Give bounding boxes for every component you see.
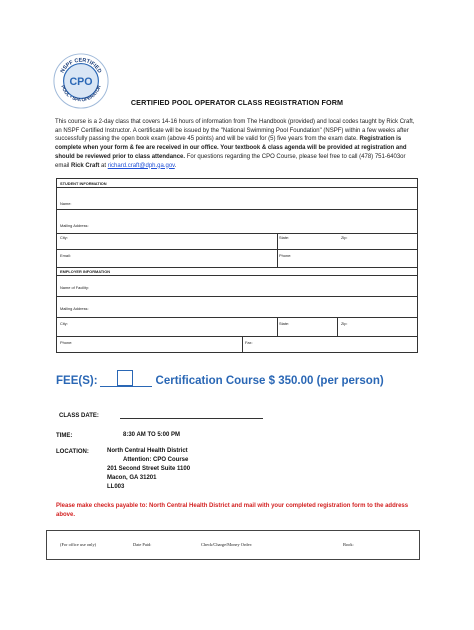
intro-bold-text: Registration is complete when your form & fee are received in our office. Your textbook & class agenda will be provided at registration and should be reviewed prior to class attendance.: [55, 136, 407, 160]
payment-method-field[interactable]: Check/Charge/Money Order:: [201, 542, 253, 547]
payment-note: Please make checks payable to: North Central Health District and mail with your completed registration form to the address above.: [56, 503, 409, 518]
book-field[interactable]: Book:: [343, 542, 354, 547]
employer-city-field[interactable]: City:: [60, 321, 68, 326]
employer-info-header: EMPLOYER INFORMATION: [60, 269, 111, 274]
student-info-header: STUDENT INFORMATION: [60, 181, 107, 186]
location-label: LOCATION:: [56, 449, 89, 455]
registration-table: [56, 178, 418, 353]
name-field[interactable]: Name:: [60, 201, 72, 206]
date-paid-field[interactable]: Date Paid:: [133, 542, 152, 547]
location-line-3: 201 Second Street Suite 1100: [107, 466, 191, 472]
office-use-label: (For office use only): [60, 542, 97, 547]
fees-blank: [100, 374, 152, 387]
form-title: CERTIFIED POOL OPERATOR CLASS REGISTRATION FORM: [130, 98, 344, 107]
time-label: TIME:: [56, 433, 73, 439]
employer-state-field[interactable]: State:: [279, 321, 290, 326]
location-line-2: Attention: CPO Course: [123, 457, 189, 463]
logo-top-text: NSPF CERTIFIED: [59, 57, 103, 75]
contact-email-link[interactable]: richard.craft@dph.ga.gov: [107, 162, 175, 169]
zip-field[interactable]: Zip:: [341, 235, 348, 240]
class-date-field[interactable]: [120, 418, 263, 419]
fees-row: [56, 374, 384, 387]
employer-phone-field[interactable]: Phone:: [60, 340, 73, 345]
location-line-1: North Central Health District: [107, 448, 188, 454]
facility-name-field[interactable]: Name of Facility:: [60, 285, 89, 290]
intro-text-1: This course is a 2-day class that covers 14-16 hours of information from The Handbook (provided) and local codes taught by Rick Craft, an NSPF Certified Instructor. A certificate will be issued by the "National Swimming Pool Foundation" (NSPF) within a few weeks after successfully passing the open book exam (above 45 points) and will be valid for (5) five years from the exam date.: [55, 119, 415, 143]
employer-mailing-address-field[interactable]: Mailing Address:: [60, 306, 89, 311]
mailing-address-field[interactable]: Mailing Address:: [60, 223, 89, 228]
logo-center-text: CPO: [69, 75, 93, 88]
contact-name: Rick Craft: [71, 162, 100, 169]
intro-paragraph: [55, 118, 421, 170]
location-line-4: Macon, GA 31201: [107, 475, 157, 481]
intro-text-2: For questions regarding the CPO Course, please feel free to call (478) 751-6403or email: [55, 153, 406, 169]
fees-course: Certification Course $ 350.00 (per person): [155, 374, 384, 387]
fee-checkbox[interactable]: [117, 370, 133, 386]
location-line-5: LL003: [107, 484, 125, 490]
employer-zip-field[interactable]: Zip:: [341, 321, 348, 326]
employer-fax-field[interactable]: Fax:: [245, 340, 253, 345]
intro-at: at: [101, 162, 107, 169]
logo-bottom-text: POOL • SPA OPERATOR: [60, 84, 102, 103]
email-field[interactable]: Email:: [60, 253, 71, 258]
fees-label: FEE(S):: [56, 374, 98, 387]
class-date-label: CLASS DATE:: [59, 413, 99, 419]
city-field[interactable]: City:: [60, 235, 68, 240]
phone-field[interactable]: Phone:: [279, 253, 292, 258]
state-field[interactable]: State:: [279, 235, 290, 240]
office-use-box: [46, 530, 420, 560]
intro-end: .: [174, 162, 177, 169]
time-value: 8:30 AM TO 5:00 PM: [123, 432, 181, 438]
